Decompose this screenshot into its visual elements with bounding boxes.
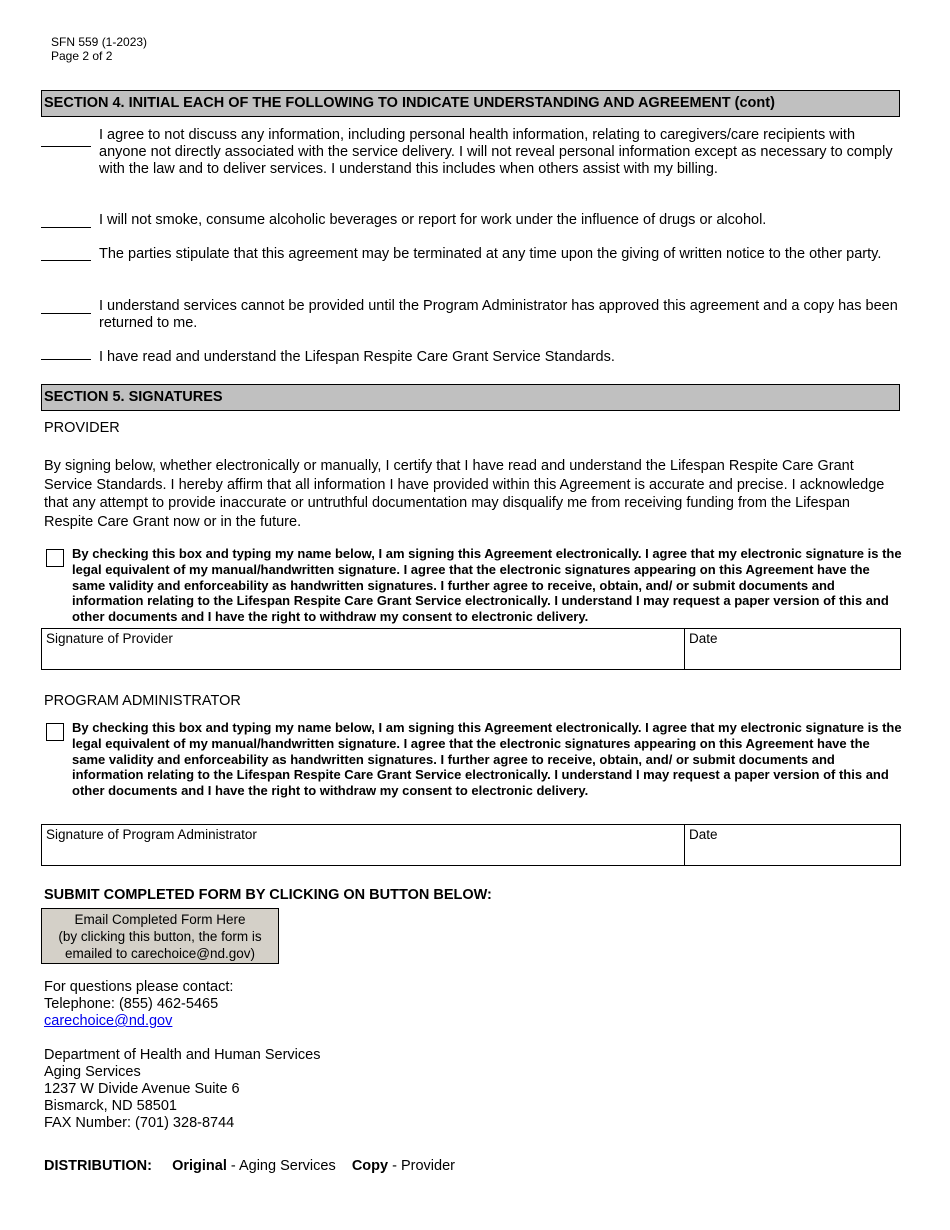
address-block [44, 1047, 320, 1132]
contact-telephone: Telephone: (855) 462-5465 [44, 996, 219, 1012]
administrator-signature-box [41, 824, 901, 866]
email-button-line-2: (by clicking this button, the form is [58, 929, 262, 944]
provider-date-label: Date [689, 631, 718, 646]
initial-item-4 [41, 298, 901, 332]
distribution-copy-label: Copy [351, 1158, 389, 1174]
provider-signature-field[interactable] [42, 629, 685, 669]
administrator-consent [46, 720, 902, 799]
address-line-2: Aging Services [44, 1064, 141, 1080]
administrator-date-field[interactable] [685, 825, 900, 865]
contact-intro: For questions please contact: [44, 979, 234, 995]
initial-item-2 [41, 212, 901, 229]
email-form-button[interactable] [41, 908, 279, 964]
submit-title: SUBMIT COMPLETED FORM BY CLICKING ON BUTTON BELOW: [44, 887, 492, 903]
address-line-3: 1237 W Divide Avenue Suite 6 [44, 1081, 240, 1097]
initial-item-text-2: I will not smoke, consume alcoholic beverages or report for work under the influence of drugs or alcohol. [99, 212, 767, 228]
address-line-1: Department of Health and Human Services [44, 1047, 321, 1063]
email-button-line-3: emailed to carechoice@nd.gov) [64, 946, 256, 961]
initial-field-1[interactable] [41, 129, 91, 147]
initial-item-1 [41, 127, 901, 178]
page-number: Page 2 of 2 [51, 49, 113, 63]
initial-item-3 [41, 246, 901, 263]
initial-field-5[interactable] [41, 349, 91, 360]
initial-item-5 [41, 349, 901, 366]
provider-esign-checkbox[interactable] [46, 549, 64, 567]
distribution-copy-value: - Provider [388, 1158, 455, 1174]
distribution-original-value: - Aging Services [226, 1158, 336, 1174]
administrator-heading: PROGRAM ADMINISTRATOR [44, 693, 241, 709]
provider-consent-text: By checking this box and typing my name below, I am signing this Agreement electronically. I agree that my electronic signature is the legal equivalent of my manual/handwritten signature. I agree that the electronic signatures appearing on this Agreement have the same validity and enforceability as handwritten signatures. I further agree to receive, obtain, and/ or submit documents and information relating to the Lifespan Respite Care Grant Service electronically. I understand I may request a paper version of this and other documents and I have the right to withdraw my consent to electronic delivery. [72, 546, 902, 625]
initial-item-text-3: The parties stipulate that this agreement may be terminated at any time upon the giving of written notice to the other party. [99, 246, 882, 262]
initial-item-text-4: I understand services cannot be provided until the Program Administrator has approved this agreement and a copy has been returned to me. [99, 298, 898, 331]
provider-date-field[interactable] [685, 629, 900, 669]
administrator-signature-field[interactable] [42, 825, 685, 865]
initial-field-4[interactable] [41, 298, 91, 314]
provider-heading: PROVIDER [44, 420, 120, 436]
initial-field-3[interactable] [41, 246, 91, 261]
distribution-label: DISTRIBUTION: [44, 1158, 152, 1174]
address-line-4: Bismarck, ND 58501 [44, 1098, 177, 1114]
distribution-line [44, 1158, 455, 1174]
form-header [51, 35, 147, 63]
distribution-original-label: Original [172, 1158, 227, 1174]
initial-field-2[interactable] [41, 212, 91, 228]
administrator-esign-checkbox[interactable] [46, 723, 64, 741]
provider-consent [46, 546, 902, 625]
provider-signature-box [41, 628, 901, 670]
administrator-consent-text: By checking this box and typing my name below, I am signing this Agreement electronically. I agree that my electronic signature is the legal equivalent of my manual/handwritten signature. I agree that the electronic signatures appearing on this Agreement have the same validity and enforceability as handwritten signatures. I further agree to receive, obtain, and/ or submit documents and information relating to the Lifespan Respite Care Grant Service electronically. I understand I may request a paper version of this and other documents and I have the right to withdraw my consent to electronic delivery. [72, 720, 902, 799]
email-button-line-1: Email Completed Form Here [74, 912, 246, 927]
address-line-5: FAX Number: (701) 328-8744 [44, 1115, 235, 1131]
form-number: SFN 559 (1-2023) [51, 35, 148, 49]
provider-signature-label: Signature of Provider [46, 631, 173, 646]
contact-block [44, 979, 233, 1030]
initial-item-text-1: I agree to not discuss any information, including personal health information, relating to caregivers/care recipients with anyone not directly associated with the service delivery. I will not reveal personal information except as necessary to comply with the law and to deliver services. I understand this includes when others assist with my billing. [99, 127, 893, 177]
section5-title: SECTION 5. SIGNATURES [41, 384, 900, 411]
section4-title: SECTION 4. INITIAL EACH OF THE FOLLOWING TO INDICATE UNDERSTANDING AND AGREEMENT (cont) [41, 90, 900, 117]
administrator-date-label: Date [689, 827, 718, 842]
contact-email-link[interactable]: carechoice@nd.gov [44, 1013, 173, 1029]
administrator-signature-label: Signature of Program Administrator [46, 827, 257, 842]
initial-item-text-5: I have read and understand the Lifespan Respite Care Grant Service Standards. [99, 349, 615, 365]
provider-certification: By signing below, whether electronically or manually, I certify that I have read and understand the Lifespan Respite Care Grant Service Standards. I hereby affirm that all information I have provided within this Agreement is accurate and precise. I acknowledge that any attempt to provide inaccurate or untruthful documentation may disqualify me from receiving funding from the Lifespan Respite Care Grant now or in the future. [44, 458, 885, 530]
